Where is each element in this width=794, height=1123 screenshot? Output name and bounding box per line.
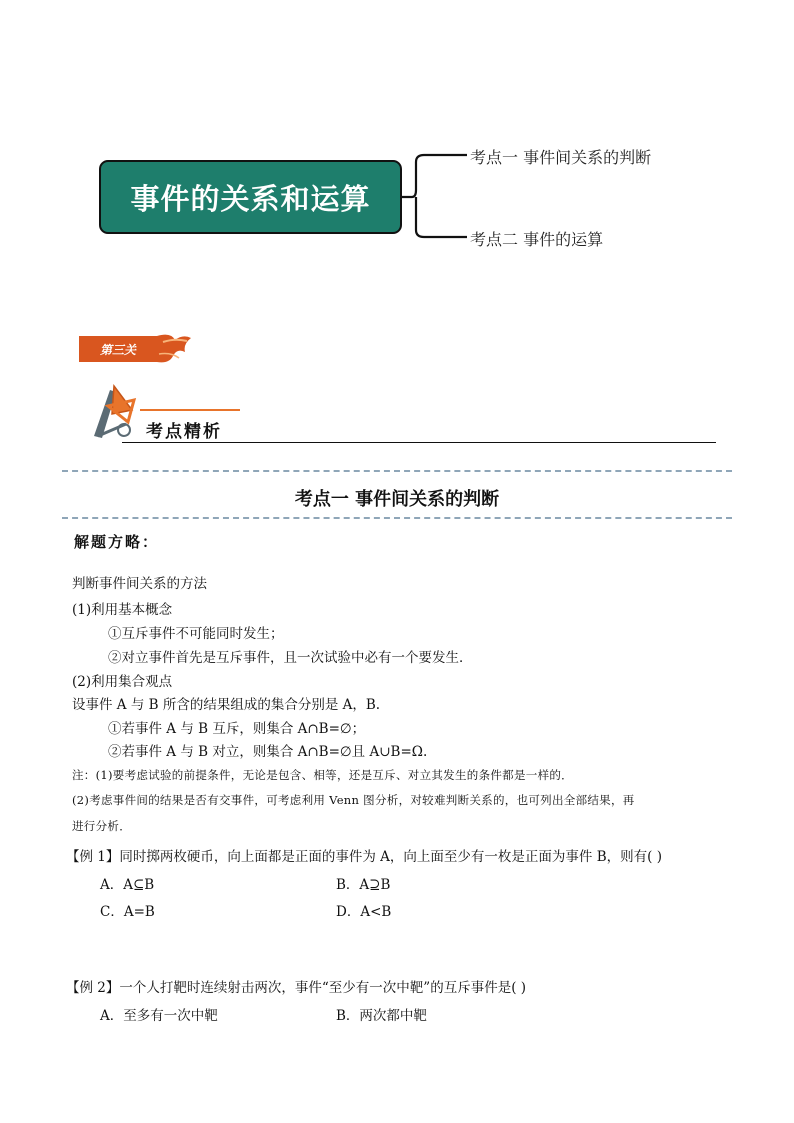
divider-top [62,470,732,472]
example-2-option-a[interactable]: A．至多有一次中靶 [100,1008,218,1024]
example-2-tag: 【例 2】 [66,980,120,996]
section-title-overline [140,408,240,412]
example-1-option-b[interactable]: B．A⊇B [336,877,391,893]
topic-title: 事件的关系和运算 [130,181,371,216]
method-set-definition: 设事件 A 与 B 所含的结果组成的集合分别是 A，B. [72,697,381,713]
section-banner [79,332,194,366]
example-1-question: 同时掷两枚硬币，向上面都是正面的事件为 A，向上面至少有一枚是正面为事件 B，则有( ) [119,849,662,865]
method-intro: 判断事件间关系的方法 [72,576,207,592]
method-point-2b: ②若事件 A 与 B 对立，则集合 A∩B=∅且 A∪B=Ω. [108,744,428,760]
topic-title-box [99,160,402,234]
branch-item-2: 考点二 事件的运算 [470,230,604,249]
method-heading: 解题方略： [74,533,160,551]
note-1: 注：(1)要考虑试验的前提条件，无论是包含、相等，还是互斥、对立其发生的条件都是一样的． [72,768,573,782]
method-point-1a: ①互斥事件不可能同时发生； [108,626,284,642]
section-title: 考点精析 [146,422,222,442]
bracket-connector [402,150,472,250]
example-2 [66,976,526,996]
example-2-question: 一个人打靶时连续射击两次，事件“至少有一次中靶”的互斥事件是( ) [119,980,527,996]
note-2-line-1: (2)考虑事件间的结果是否有交事件，可考虑利用 Venn 图分析，对较难判断关系的，也可列出全部结果，再 [72,793,635,807]
example-1-tag: 【例 1】 [66,849,120,865]
kaodian-heading: 考点一 事件间关系的判断 [294,489,500,510]
example-2-option-b[interactable]: B．两次都中靶 [336,1008,427,1024]
note-2-line-2: 进行分析． [72,819,131,833]
example-1 [66,845,662,865]
section-title-underline [122,442,716,443]
method-point-2a: ①若事件 A 与 B 互斥，则集合 A∩B=∅； [108,721,366,737]
example-1-option-d[interactable]: D．A<B [336,904,392,920]
branch-item-1: 考点一 事件间关系的判断 [470,148,652,167]
method-point-1: (1)利用基本概念 [72,602,173,618]
example-1-option-a[interactable]: A．A⊆B [100,877,155,893]
banner-label: 第三关 [100,343,137,357]
divider-bottom [62,517,732,519]
example-1-option-c[interactable]: C．A=B [100,904,155,920]
method-point-1b: ②对立事件首先是互斥事件，且一次试验中必有一个要发生． [108,650,473,666]
ruler-compass-icon [88,380,138,440]
method-point-2: (2)利用集合观点 [72,674,173,690]
